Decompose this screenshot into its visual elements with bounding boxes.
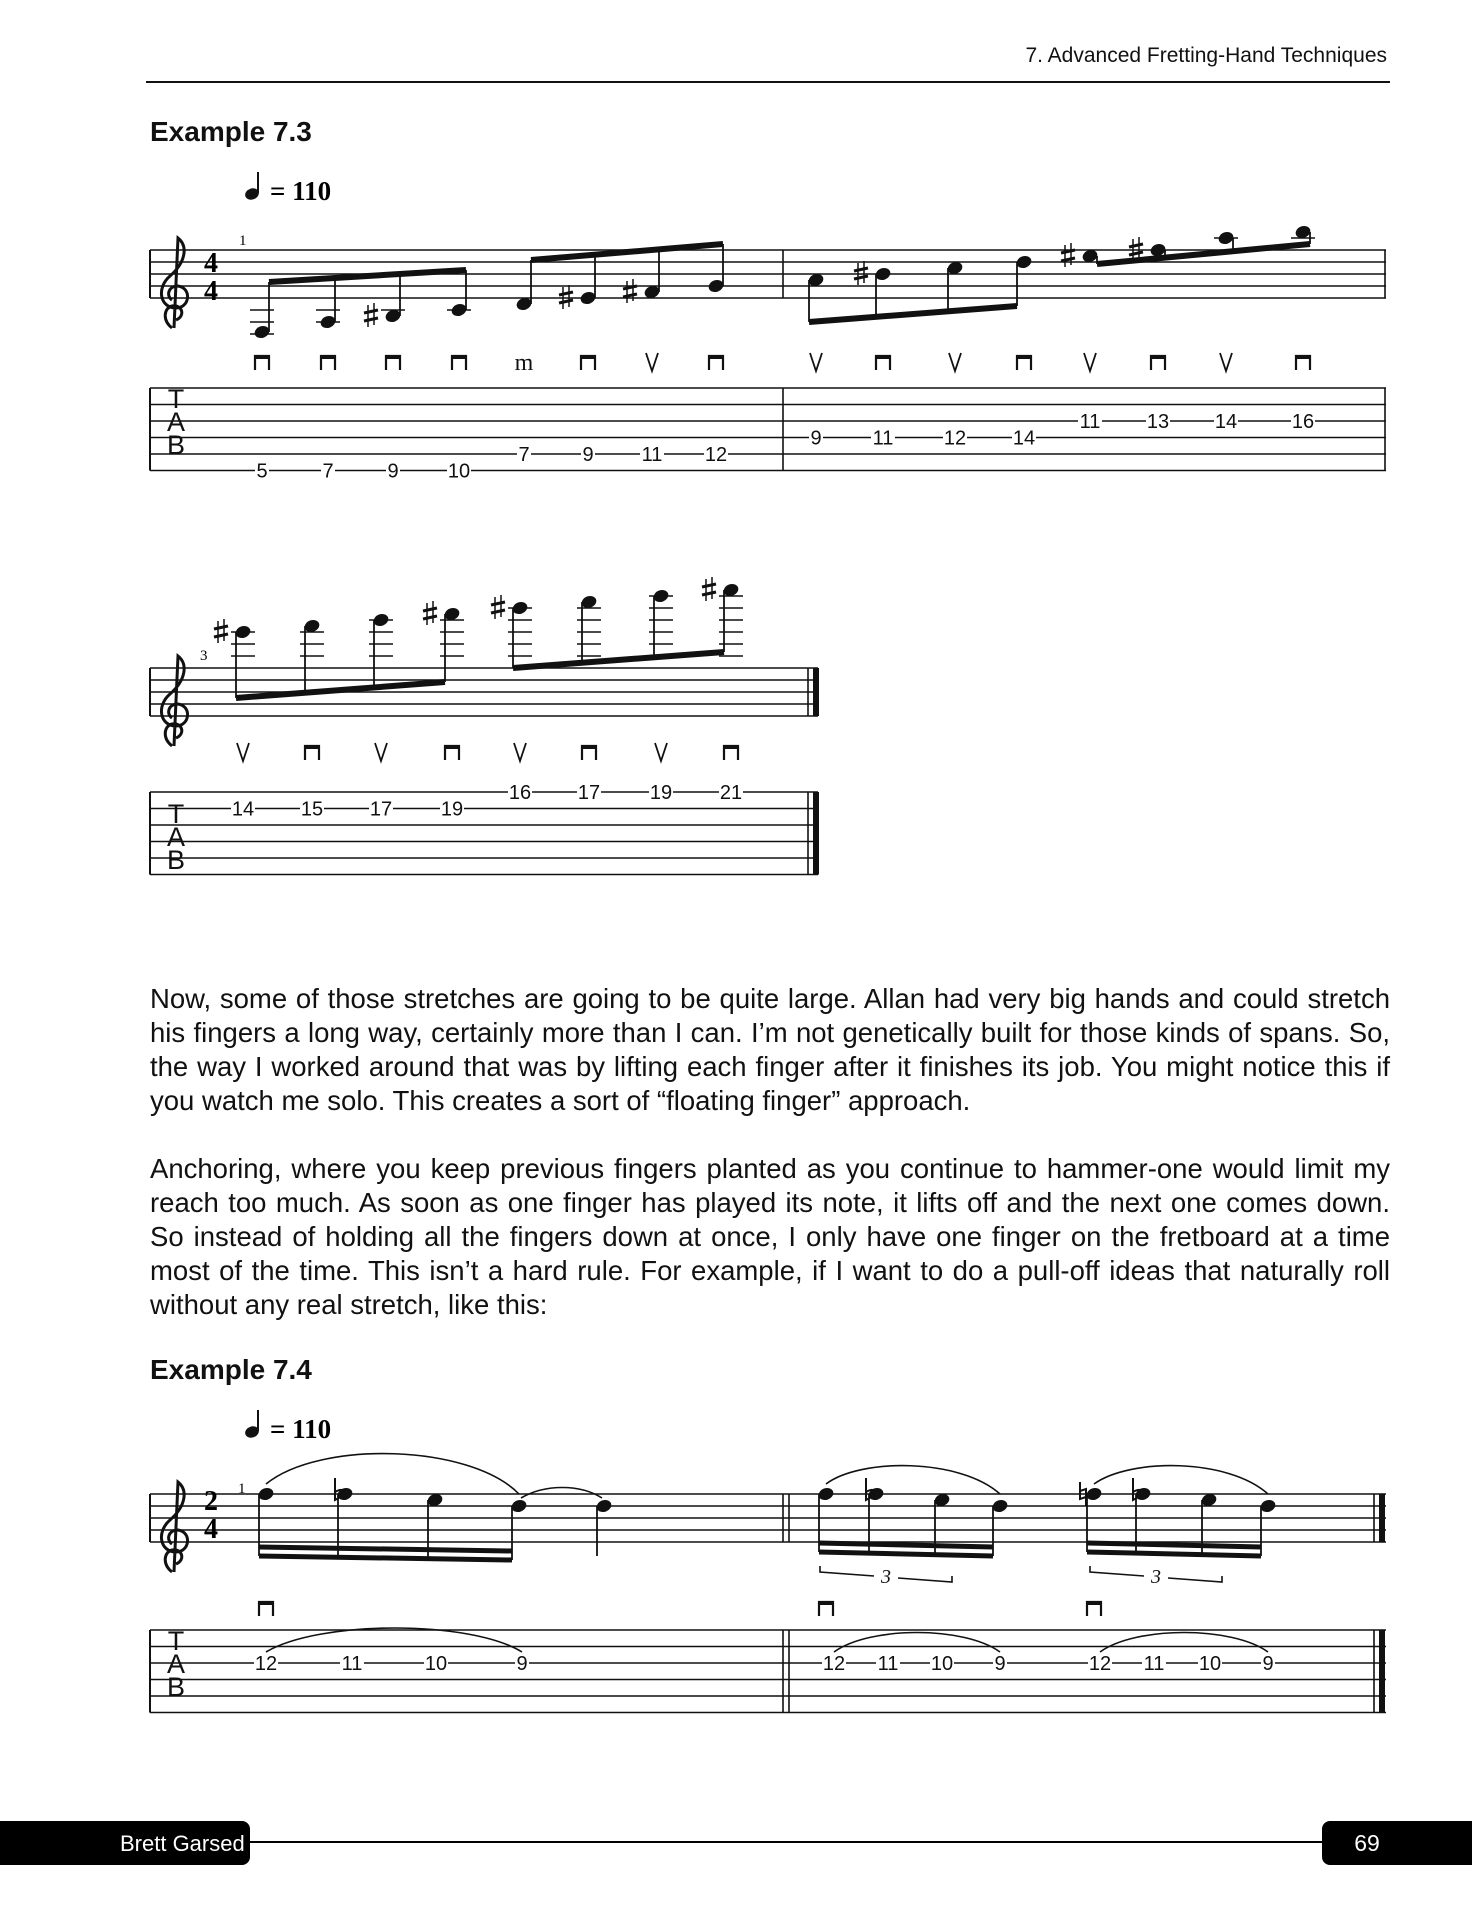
tab-letter: T [167, 799, 185, 829]
example-7-4-notation [150, 1410, 1386, 1713]
treble-clef [161, 238, 187, 328]
tab-number: 19 [649, 782, 673, 804]
sharp-icon [491, 595, 505, 619]
tab-number: 21 [719, 782, 743, 804]
tab-slur [834, 1633, 1000, 1653]
slur [1094, 1466, 1268, 1494]
stroke-symbol [375, 743, 387, 761]
tab-number: 14 [1012, 427, 1036, 450]
measure-number-3: 3 [200, 648, 208, 664]
beam [531, 244, 723, 260]
tempo-text: = 110 [270, 176, 332, 206]
tab-letter: B [166, 845, 186, 875]
tab-number: 9 [387, 460, 399, 483]
tab-number: 5 [256, 460, 268, 483]
treble-clef-2 [161, 656, 187, 746]
stroke-symbol [1084, 353, 1096, 371]
footer-page-tab [1322, 1821, 1472, 1865]
beam [259, 1547, 512, 1551]
sharp-icon [1061, 243, 1075, 267]
beam [513, 652, 724, 668]
tab-number: 17 [369, 798, 393, 821]
chapter-title: 7. Advanced Fretting-Hand Techniques [1025, 44, 1387, 67]
tab-number: 16 [508, 782, 532, 804]
beam [819, 1552, 993, 1556]
tempo-marking [244, 172, 332, 206]
tab-number: 14 [231, 798, 255, 821]
tab-number: 10 [930, 1653, 954, 1675]
tab-number: 10 [1198, 1653, 1222, 1675]
tab-number: 15 [300, 798, 324, 821]
time-sig-top-2: 2 [204, 1486, 218, 1517]
slur [266, 1454, 519, 1494]
measure-number-ex4: 1 [238, 1481, 246, 1497]
beam [269, 270, 466, 282]
beam [819, 1543, 993, 1547]
tie [521, 1488, 602, 1499]
example-7-3-title: Example 7.3 [150, 116, 312, 147]
beam [809, 306, 1017, 322]
tempo-text-2: = 110 [270, 1414, 332, 1444]
tab-number: 17 [577, 782, 601, 804]
tab-number: 7 [322, 460, 334, 483]
treble-clef-3 [161, 1482, 187, 1572]
final-barline-thick [813, 668, 819, 716]
example-7-4-title: Example 7.4 [150, 1354, 312, 1385]
stroke-symbol [514, 743, 526, 761]
tab-number: 9 [1262, 1653, 1274, 1675]
beam [259, 1556, 512, 1560]
tab-number: 16 [1291, 411, 1315, 433]
tab-number: 11 [641, 444, 663, 466]
tab-number: 11 [1079, 411, 1101, 433]
slur [826, 1466, 1000, 1494]
tab-number: 10 [424, 1653, 448, 1675]
tab-number: 12 [704, 444, 728, 466]
tab-number: 12 [1088, 1653, 1112, 1675]
example-7-3-notation [150, 172, 1386, 875]
tuplet-bracket [1168, 1576, 1222, 1582]
tuplet-bracket [820, 1566, 874, 1576]
tab-number: 11 [341, 1653, 363, 1675]
tab-number: 12 [822, 1653, 846, 1675]
tab-number: 11 [872, 427, 894, 450]
tab-number: 12 [943, 427, 967, 450]
sharp-icon [854, 261, 868, 285]
tab-number: 9 [810, 427, 822, 450]
beam [236, 682, 445, 698]
tab-number: 11 [877, 1653, 899, 1675]
tab-number: 12 [254, 1653, 278, 1675]
beam [1087, 1552, 1261, 1556]
tab-letter: A [166, 1649, 186, 1679]
footer-author-tab [0, 1821, 250, 1865]
tab-number: 19 [440, 798, 464, 821]
stroke-symbol [949, 353, 961, 371]
tuplet-bracket [1090, 1566, 1144, 1576]
tuplet-bracket [898, 1576, 952, 1582]
stroke-symbol [655, 743, 667, 761]
paragraph-2: Anchoring, where you keep previous fingers planted as you continue to hammer-one would limit my reach too much. As soon as one finger has played its note, it lifts off and the next one comes down. So instead of holding all the fingers down at once, I only have one finger on the fretboard at a time most of the time. This isn’t a hard rule. For example, if I want to do a pull-off ideas that naturally roll without any real stretch, like this: [150, 1153, 1390, 1320]
sharp-icon [214, 619, 228, 643]
beam [1087, 1543, 1261, 1547]
sharp-icon [423, 601, 437, 625]
tab-number: 9 [516, 1653, 528, 1675]
stroke-symbol [646, 353, 658, 371]
tab-number: 14 [1214, 411, 1238, 433]
sharp-icon [559, 285, 573, 309]
time-sig-top: 4 [204, 248, 218, 279]
paragraph-1: Now, some of those stretches are going to be quite large. Allan had very big hands and could stretch his fingers a long way, certainly more than I can. I’m not genetically built for those kinds of spans. So, the way I worked around that was by lifting each finger after it finishes its job. You might notice this if you watch me solo. This creates a sort of “floating finger” approach. [150, 983, 1390, 1116]
time-sig-bottom-2: 4 [204, 1514, 218, 1545]
tab-letter: A [166, 822, 186, 852]
stroke-symbol [810, 353, 822, 371]
stroke-symbol [237, 743, 249, 761]
tempo-marking-2 [244, 1410, 332, 1444]
tab-letter: T [167, 384, 185, 414]
page-number: 69 [1354, 1830, 1380, 1856]
measure-number: 1 [239, 233, 247, 249]
sharp-icon [364, 303, 378, 327]
stroke-symbol [1220, 353, 1232, 371]
footer-author: Brett Garsed [120, 1831, 245, 1856]
sharp-icon [702, 577, 716, 601]
tab-number: 11 [1143, 1653, 1165, 1675]
tab-number: 9 [582, 444, 594, 466]
tab-letter: B [166, 1672, 186, 1702]
tab-number: 13 [1146, 411, 1170, 433]
tab-letter: B [166, 430, 186, 460]
tuplet-number: 3 [881, 1566, 891, 1588]
tab-slur [1100, 1633, 1268, 1653]
time-sig-bottom: 4 [204, 276, 218, 307]
final-barline-thick [1379, 1494, 1385, 1542]
tuplet-number: 3 [1151, 1566, 1161, 1588]
tab-slur [266, 1628, 522, 1652]
final-barline-thick [813, 792, 819, 875]
final-barline-thick [1379, 1630, 1385, 1713]
tab-number: 9 [994, 1653, 1006, 1675]
stroke-symbol: m [514, 350, 534, 376]
tab-letter: T [167, 1626, 185, 1656]
tab-number: 7 [518, 444, 530, 466]
sharp-icon [623, 279, 637, 303]
tab-number: 10 [447, 460, 471, 483]
tab-letter: A [166, 407, 186, 437]
